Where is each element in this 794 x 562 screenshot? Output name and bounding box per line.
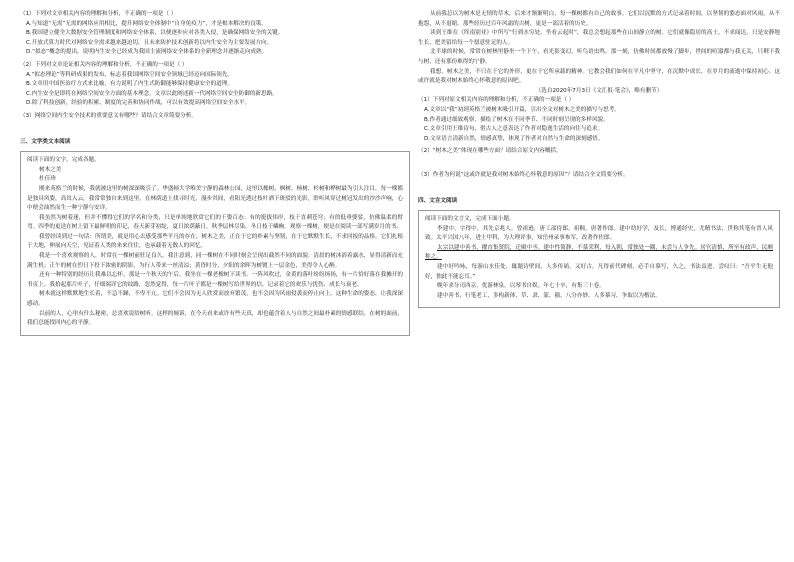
classical-paragraph: 李建中，字得中，其先京兆人。曾祖逊，唐工部侍郎。祖稠，唐著作郎。建中幼好学，及长，博通经史，尤精书法，世称其笔有晋人风致。太平兴国八年，进士甲科，为大理评事，知岳州录事参军，改著作佐郎。: [425, 225, 773, 242]
question-1-option-c: C.开放式算力时代对网络安全需求越来越迫切，且未来防护技术创新将以内生安全为主要发展方向。: [26, 39, 273, 46]
passage-author: 杜佳珍: [39, 176, 56, 183]
section-3-heading: 三、文学类文本阅读: [20, 138, 71, 145]
question-2-option-a: A.“拟态理论”等科研成果的发布，标志着我国网络空间安全领域已经迈向国际领先。: [26, 71, 234, 78]
lit-question-1-option-d: D.文章语言清新自然，情感真挚，体现了作者对自然与生命的深刻感悟。: [424, 135, 604, 142]
passage-paragraph: 还有一种特别的经历让我难以忘怀。那是一个秋天的午后，我坐在一棵老橡树下读书。一阵风吹过，金黄的落叶纷纷扬扬，有一片恰好落在我摊开的书页上。我拾起那片叶子，仔细端详它的纹路，忽然觉得，每一片叶子都是一棵树写给世界的信，记录着它的欢乐与忧伤、成长与衰老。: [27, 272, 403, 288]
passage-paragraph: 我虽然为树着迷，但并不懂得它们的学名和分类，只是单纯地欣赏它们的千姿百态：有的挺拔伟岸，枝干直刺苍穹；有的低垂婆娑，仿佛温柔的臂弯。四季的更迭在树上留下最鲜明的印记，春天新芽初绽，夏日浓荫蔽日，秋季层林尽染，冬日枝干嶙峋。观察一棵树，便是在阅读一部写满岁月的书。: [27, 214, 403, 231]
question-1-option-d: D.“拟态”概念的提出，说明内生安全已经成为我国主流网络安全体系的全新理念并逐渐走向成熟。: [26, 49, 268, 56]
section-4-heading: 四、文言文阅读: [418, 197, 458, 204]
question-1-option-a: A.与知道“无需”无需的网络应用相比，提升网络安全体制中“自身免疫力”，才是根本解决的良策。: [26, 20, 267, 27]
question-1-option-b: B.我国建立健全大数据安全管理制度和网络安全体系，以便逐步应对各类入侵，是确保网络安全的关键。: [26, 30, 284, 37]
right-column: [418, 10, 780, 308]
passage-paragraph: 我想，树木之美，不只在于它的外形，更在于它所承载的精神。它教会我们如何在平凡中坚守，在沉默中成长，在岁月的流逝中保持初心。这或许就是我对树木始终心怀敬意的原因吧。: [418, 68, 780, 85]
left-column: [20, 10, 410, 336]
question-1-stem: （1）下列对文章相关内容的理解和分析，不正确的一项是（ ）: [20, 11, 177, 17]
literary-passage-box: [20, 151, 410, 336]
classical-passage-box: [418, 210, 780, 308]
passage-paragraph: 我曾经读到过一句话：所谓美，就是用心去感受那些平凡的存在。树木之美，正在于它的朴素与坚韧，在于它默默生长、不求回报的品格。它们扎根于大地，伸展向天空，见证着人类的来来往往，也承载着无数人的回忆。: [27, 233, 403, 250]
passage-title: 树木之美: [39, 166, 62, 173]
passage-source: （选自2020年7月3日《文汇报·笔会》，略有删节）: [535, 87, 663, 94]
classical-paragraph: 晚年求分司西京，优游林泉，以琴书自娱。年七十卒，有集三十卷。: [437, 283, 605, 290]
passage-paragraph: 从前我总以为树木是无情的草木，后来才渐渐明白，每一棵树都有自己的故事。它们以沉默的方式记录着时间，以坚韧的姿态面对风雨，从不抱怨，从不退缩。那些经历过百年风霜的古树，更是一部活着的历史。: [418, 11, 780, 27]
lit-question-2-stem: （2）“树木之美”体现在哪些方面？请结合原文内容概括。: [418, 148, 562, 155]
answer-space: [418, 157, 780, 171]
passage-paragraph: 北半球的时候，常常在树林里静坐一个下午，看光影变幻，听鸟语虫鸣。那一刻，仿佛时间都放慢了脚步，世间的喧嚣都与我无关，只剩下我与树，还有那份难得的宁静。: [418, 49, 780, 65]
classical-intro: 阅读下面的文言文，完成下面小题。: [425, 216, 515, 223]
passage-paragraph: 刚来英格兰的时候，我就被这里的树深深吸引了。华盛顿大学唯美宁静的森林公园，这里以橡树、枫树、杨树、杉树和桦树最为引人注目，每一棵都是独具风姿，高耸入云。我常常独自来到这里，在林荫道上找寻时光，漫步其间，看阳光透过枝叶洒下斑驳的光影，聆听风穿过树冠发出的沙沙声响，心中便会油然而生一种宁静与安详。: [27, 185, 403, 212]
classical-last-line: 建中善书，行笔老工，多构新体，草、隶、篆、籀、八分亦妙，人多摹习，争取以为楷法。: [437, 292, 661, 299]
passage-paragraph: 读到王维在《终南别业》中所写“行到水穷处，坐看云起时”，我总会想起那些在山间静立的树。它们就像隐居的高士，不求闻达，只是安静地生长，把美留给每一个愿意驻足的人。: [418, 30, 780, 46]
lit-question-1-option-a: A.文章以“我”初到英格兰被树木吸引开篇，引出全文对树木之美的描写与思考。: [424, 106, 620, 113]
answer-space: [418, 181, 780, 195]
question-2-option-c: C.内生安全是即将在网络空间安全方面的基本理念，文章以此阐述新一代网络空间安全防御的新思路。: [26, 90, 278, 97]
lit-question-1-stem: （1）下列对原文相关内容的理解和分析，不正确的一项是（ ）: [418, 97, 575, 104]
question-3-stem: （3）网络空间内生安全技术的重要意义有哪些？请结合文章简要分析。: [20, 112, 197, 119]
question-2-option-b: B.文章用中国医治疗方式来比喻，有力说明了内生式防御能够保持健康安全的道理。: [26, 81, 233, 88]
lit-question-3-stem: （3）作者为何说“这或许就是我对树木始终心怀敬意的原因”？请结合全文简要分析。: [418, 171, 629, 178]
passage-paragraph: 树木就这样默默地生长着，不急不躁，不卑不亢。它们不会因为无人欣赏而放弃繁茂，也不会因为风雨侵袭而停止向上。这种生命的姿态，让我深深感动。: [27, 291, 403, 308]
passage-intro: 阅读下面的文字，完成各题。: [27, 157, 100, 164]
lit-question-1-option-c: C.文章引用王维诗句，借古人之意表达了作者对隐逸生活的向往与追求。: [424, 126, 604, 133]
passage-paragraph: 我是一个喜欢观察的人，时常在一棵树前驻足良久。我注意到，同一棵树在不同时刻会呈现出截然不同的面貌：清晨的树沐浴着露水，显得清新而充满生机；正午的树在烈日下投下浓密的阴影，为行人带来一丝清凉；黄昏时分，夕阳的余晖为树镀上一层金色，美得令人心醉。: [27, 253, 403, 269]
passage-paragraph: 以前的人，心里有什么秘密，总喜欢说给树听。这样的倾诉，在今天看来或许有些天真，却也蕴含着人与自然之间最朴素的情感联结。在树的面前，我们总能找回内心的平静。: [27, 310, 403, 327]
question-2-option-d: D.除了科技创新，经验的积累、制度的完善和协同作战，可以有效提高网络空间安全水平。: [26, 100, 251, 107]
lit-question-1-option-b: B.作者通过细致观察，描绘了树木在不同季节、不同时刻呈现的多样风貌。: [424, 116, 609, 123]
question-2-stem: （2）下列对文章论证相关内容的理解和分析，不正确的一项是（ ）: [20, 61, 188, 68]
classical-paragraph: 建中好吟咏，每游山水佳处，辄题诗壁间，人多传诵。又好古，凡得前代碑刻，必手自摹写，久之，书法益进。尝叹曰：“吾平生无他好，独此不能忘耳。”: [425, 264, 773, 280]
classical-paragraph-underlined: 太宗以建中善书，擢直集贤院，迁殿中丞。建中性简静，不慕荣利，每入朝，常独处一隅，未尝与人争先。居官清慎，所至有政声，民颇称之。: [425, 244, 773, 261]
answer-space: [20, 122, 410, 136]
